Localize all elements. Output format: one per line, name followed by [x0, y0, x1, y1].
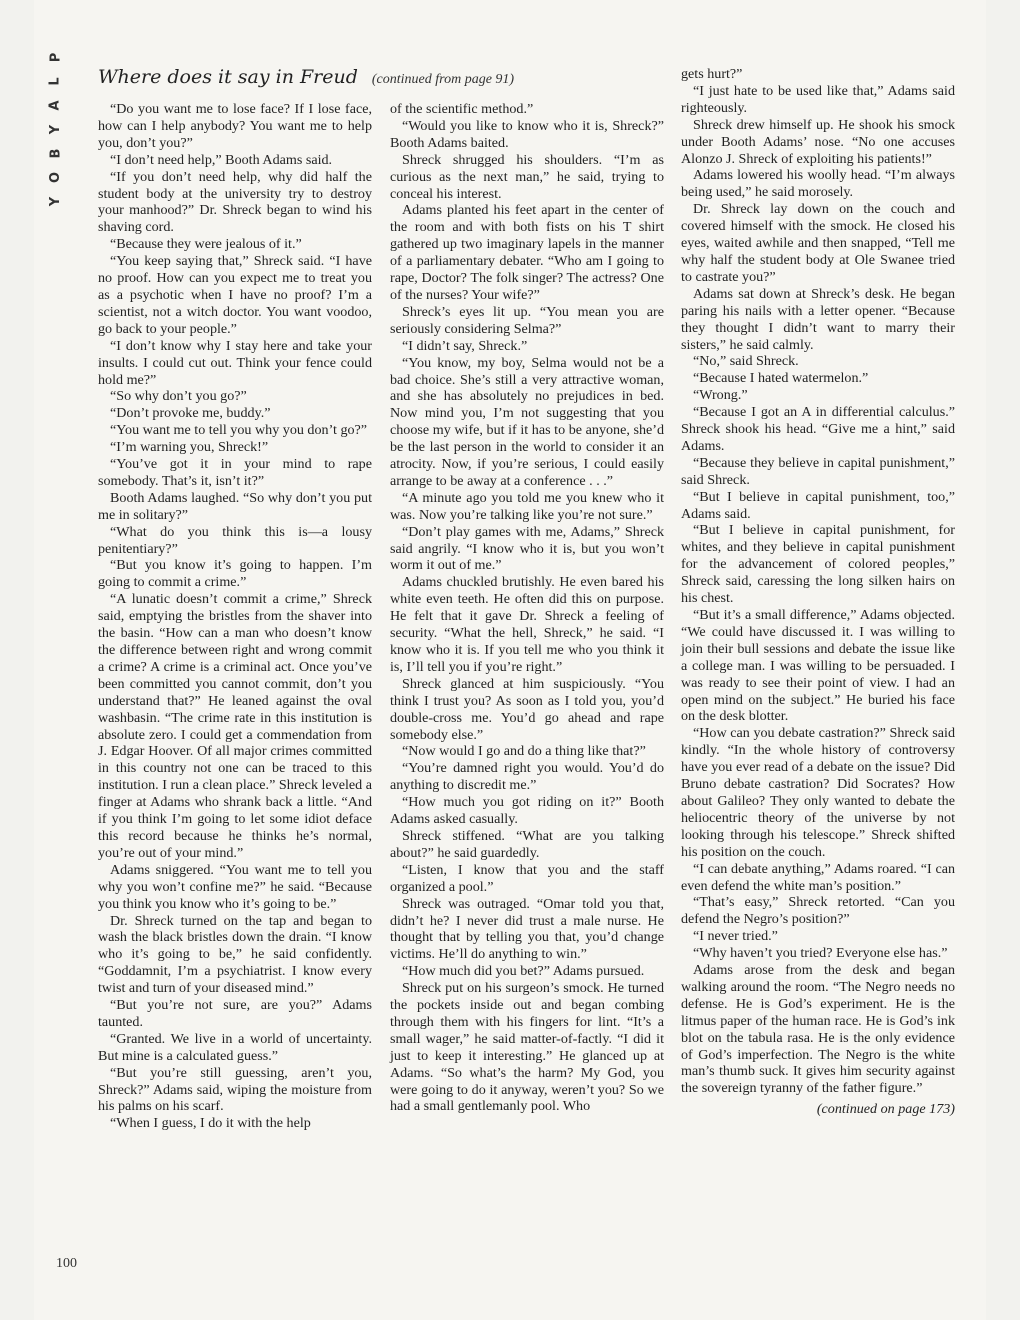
- paragraph: “How can you debate castration?” Shreck said kindly. “In the whole history of controversy have you ever read of a debate on the issue? Did Bruno debate castration? Did Socrates? How about Galileo? They only wanted to debate the heliocentric theory of the universe by not looking through his telescope.” Shreck shifted his position on the couch.: [681, 725, 955, 860]
- paragraph: Adams lowered his woolly head. “I’m always being used,” he said morosely.: [681, 167, 955, 201]
- paragraph: “So why don’t you go?”: [110, 388, 247, 405]
- title-letter: Y: [47, 195, 63, 207]
- paragraph: “But I believe in capital punishment, too,” Adams said.: [681, 488, 955, 522]
- paragraph: “Don’t play games with me, Adams,” Shreck said angrily. “I know who it is, but you won’t worm it out of me.”: [390, 523, 664, 574]
- paragraph: “When I guess, I do it with the help: [110, 1115, 311, 1132]
- paragraph: “I didn’t say, Shreck.”: [402, 337, 528, 354]
- paragraph: Shreck put on his surgeon’s smock. He turned the pockets inside out and began combing through them with his fingers for lint. “It’s a small wager,” he said matter-of-factly. “I did it just to keep it interesting.” He glanced up at Adams. “So what’s the harm? My God, you were going to do it anyway, weren’t you? So we had a small gentlemanly pool. Who: [390, 980, 664, 1115]
- title-letter: A: [48, 99, 63, 111]
- paragraph: “But you’re still guessing, aren’t you, Shreck?” Adams said, wiping the moisture from his palms on his scarf.: [98, 1064, 372, 1115]
- paragraph: “How much did you bet?” Adams pursued.: [402, 963, 645, 980]
- paragraph: “You know, my boy, Selma would not be a bad choice. She’s still a very attractive woman, and she has absolutely no prejudices in bed. Now mind you, I’m not suggesting that you choose my wife, but if it has to be anyone, she’d be the last person in the world to consider it an atrocity. Now, if you’re serious, I could easily arrange to be away at a conference . . .”: [390, 354, 664, 489]
- paragraph: “I don’t need help,” Booth Adams said.: [110, 151, 333, 168]
- paragraph: Dr. Shreck lay down on the couch and covered himself with the smock. He closed his eyes, waited awhile and then snapped, “Tell me why half the student body at Ole Swanee tried to castrate you?”: [681, 201, 955, 285]
- paragraph: “No,” said Shreck.: [693, 353, 799, 370]
- paragraph: “You’ve got it in your mind to rape somebody. That’s it, isn’t it?”: [98, 456, 372, 489]
- paragraph: “Why haven’t you tried? Everyone else has.”: [693, 945, 948, 962]
- vertical-magazine-title: [38, 50, 74, 208]
- paragraph: “Granted. We live in a world of uncertainty. But mine is a calculated guess.”: [98, 1030, 372, 1064]
- text-column-3: [681, 66, 955, 1118]
- paragraph: “A minute ago you told me you knew who it was. Now you’re talking like you’re not sure.”: [390, 489, 664, 523]
- paragraph: Shreck was outraged. “Omar told you that, didn’t he? I never did trust a male nurse. He thought that by telling you that, you’d change victims. He’ll do anything to win.”: [390, 895, 664, 963]
- paragraph: gets hurt?”: [681, 66, 743, 82]
- paragraph: Adams sat down at Shreck’s desk. He began paring his nails with a letter opener. “Because they thought I didn’t want to marry their sisters,” he said calmly.: [681, 285, 955, 353]
- article-header: [98, 66, 678, 88]
- page-number: 100: [56, 1256, 77, 1271]
- paragraph: Shreck’s eyes lit up. “You mean you are seriously considering Selma?”: [390, 303, 664, 337]
- paragraph: “You’re damned right you would. You’d do anything to discredit me.”: [390, 760, 664, 794]
- paragraph: “What do you think this is—a lousy penitentiary?”: [98, 523, 372, 557]
- paragraph: Shreck glanced at him suspiciously. “You think I trust you? As soon as I told you, you’d double-cross me. You’d go ahead and rape somebody else.”: [390, 675, 664, 743]
- paragraph: “I’m warning you, Shreck!”: [110, 439, 269, 456]
- paragraph: Shreck drew himself up. He shook his smock under Booth Adams’ nose. “No one accuses Alonzo J. Shreck of exploiting his patients!”: [681, 116, 955, 167]
- paragraph: Adams planted his feet apart in the center of the room and with both fists on his T shirt gathered up two imaginary lapels in the manner of a parliamentary debater. “Who am I going to rape, Doctor? The folk singer? The actress? One of the nurses? Your wife?”: [390, 202, 664, 303]
- paragraph: Adams arose from the desk and began walking around the room. “The Negro needs no defense. He is God’s experiment. He is the litmus paper of the human race. He is God’s ink blot on the tabula rasa. He is the only evidence of God’s imperfection. The Negro is the white man’s thumb suck. It gives him security against the sovereign tyranny of the father figure.”: [681, 962, 955, 1097]
- continued-on-note: (continued on page 173): [816, 1101, 955, 1118]
- paragraph: Shreck stiffened. “What are you talking about?” he said guardedly.: [390, 827, 664, 861]
- paragraph: “Now would I go and do a thing like that?”: [402, 743, 646, 760]
- continued-from-note: (continued from page 91): [371, 72, 515, 87]
- paragraph: “But you know it’s going to happen. I’m going to commit a crime.”: [98, 557, 372, 591]
- paragraph: “But it’s a small difference,” Adams objected. “We could have discussed it. I was willing to join their bull sessions and debate the issue like a college man. I was willing to be persuaded. I was ready to see their point of view. I had an open mind on the subject.” He buried his face on the desk blotter.: [681, 607, 955, 725]
- paragraph: “Wrong.”: [693, 387, 748, 404]
- text-column-2: [390, 101, 664, 1115]
- title-letter: P: [48, 51, 63, 63]
- paragraph: “I just hate to be used like that,” Adams said righteously.: [681, 82, 955, 116]
- paragraph: “If you don’t need help, why did half the student body at the university try to destroy your manhood?” Dr. Shreck began to wind his shaving cord.: [98, 168, 372, 236]
- article-title: Where does it say in Freud: [98, 66, 358, 88]
- paragraph: “How much you got riding on it?” Booth Adams asked casually.: [390, 794, 664, 828]
- title-letter: L: [47, 76, 63, 86]
- paragraph: “I don’t know why I stay here and take your insults. I could cut out. Think your fence could hold me?”: [98, 337, 372, 388]
- title-letter: B: [47, 147, 63, 159]
- text-column-1: [98, 101, 372, 1132]
- paragraph: “Don’t provoke me, buddy.”: [110, 405, 271, 422]
- paragraph: “You want me to tell you why you don’t go?”: [110, 422, 368, 439]
- title-letter: Y: [47, 123, 63, 135]
- paragraph: Shreck shrugged his shoulders. “I’m as curious as the next man,” he said, trying to conceal his interest.: [390, 151, 664, 202]
- paragraph: “A lunatic doesn’t commit a crime,” Shreck said, emptying the bristles from the shaver into the basin. “How can a man who doesn’t know the difference between right and wrong commit a crime? A crime is a criminal act. Once you’ve been committed you cannot commit, don’t you understand that?” He leaned against the oval washbasin. “The crime rate in this institution is absolute zero. I could get a commendation from J. Edgar Hoover. Of all major crimes committed in this country not one can be traced to this institution. I run a clean place.” Shreck leveled a finger at Adams who shrank back a little. “And if you think I’m going to let some idiot deface this record because he thinks he’s normal, you’re out of your mind.”: [98, 591, 372, 861]
- paragraph: of the scientific method.”: [390, 101, 534, 117]
- paragraph: Adams sniggered. “You want me to tell you why you won’t confine me?” he said. “Because you think you know who it’s going to be.”: [98, 861, 372, 912]
- paragraph: “Listen, I know that you and the staff organized a pool.”: [390, 861, 664, 895]
- paragraph: “Because they believe in capital punishment,” said Shreck.: [681, 454, 955, 488]
- paragraph: “You keep saying that,” Shreck said. “I have no proof. How can you expect me to treat you as a psychotic when I have no proof? I’m a scientist, not a witch doctor. You want voodoo, go back to your people.”: [98, 253, 372, 337]
- paragraph: “Because I hated watermelon.”: [693, 370, 869, 387]
- paragraph: “Because they were jealous of it.”: [110, 236, 302, 253]
- paragraph: “That’s easy,” Shreck retorted. “Can you defend the Negro’s position?”: [681, 894, 955, 928]
- paragraph: “Do you want me to lose face? If I lose face, how can I help anybody? You want me to help you, don’t you?”: [98, 101, 372, 151]
- paragraph: Adams chuckled brutishly. He even bared his white even teeth. He often did this on purpose. He felt that it gave Dr. Shreck a feeling of security. “What the hell, Shreck,” he said. “I know who it is. If you tell me who you think it is, I’ll tell you if you’re right.”: [390, 574, 664, 675]
- title-letter: O: [48, 170, 63, 184]
- paragraph: “Because I got an A in differential calculus.” Shreck shook his head. “Give me a hint,” said Adams.: [681, 404, 955, 454]
- paragraph: “Would you like to know who it is, Shreck?” Booth Adams baited.: [390, 117, 664, 151]
- paragraph: Booth Adams laughed. “So why don’t you put me in solitary?”: [98, 489, 372, 523]
- paragraph: “I never tried.”: [693, 928, 778, 945]
- paragraph: “I can debate anything,” Adams roared. “I can even defend the white man’s position.”: [681, 860, 955, 894]
- paragraph: “But you’re not sure, are you?” Adams taunted.: [98, 997, 372, 1030]
- paragraph: Dr. Shreck turned on the tap and began to wash the black bristles down the drain. “I know who it’s going to be,” he said confidently. “Goddamnit, I’m a psychiatrist. I know every twist and turn of your diseased mind.”: [98, 912, 372, 997]
- paragraph: “But I believe in capital punishment, for whites, and they believe in capital punishment for the advancement of colored peoples,” Shreck said, caressing the long silken hairs on his chest.: [681, 522, 955, 607]
